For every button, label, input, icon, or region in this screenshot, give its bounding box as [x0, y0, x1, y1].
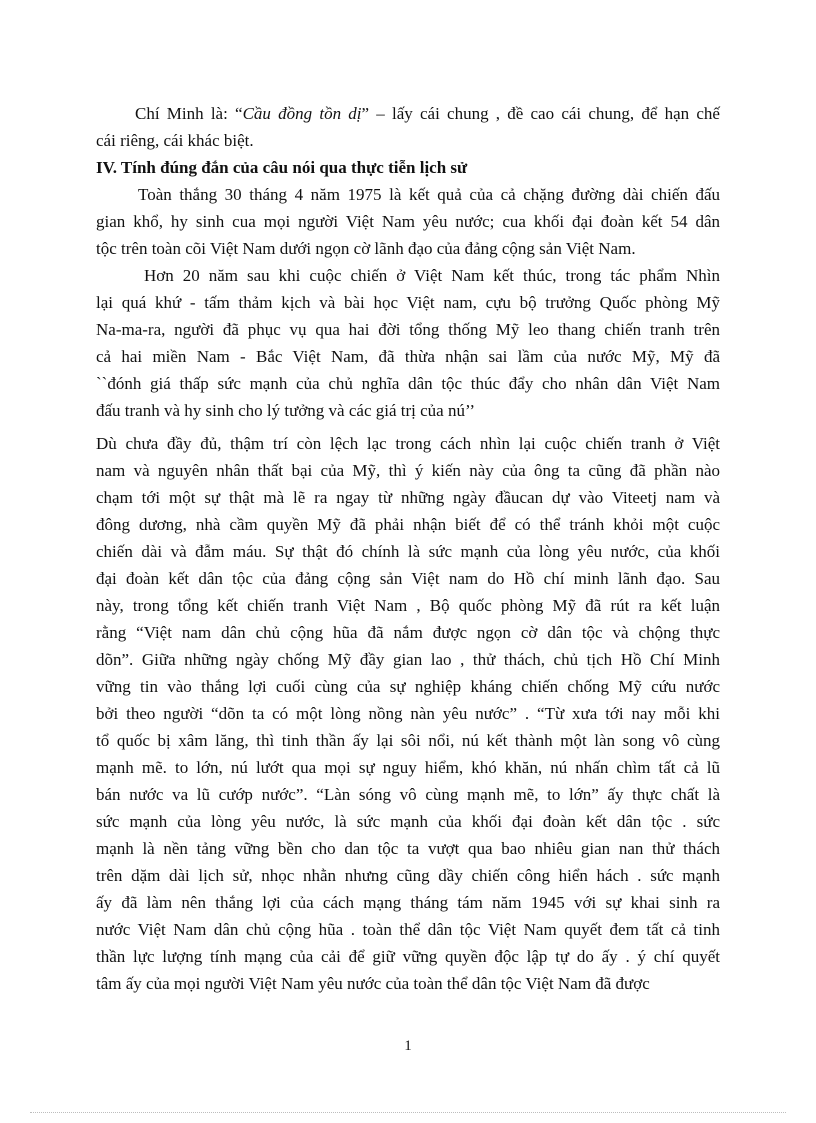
- page-number: 1: [404, 1038, 412, 1054]
- paragraph-3-line: vững tin vào thắng lợi cuối cùng của sự nghiệp kháng chiến chống Mỹ cứu nước: [96, 677, 720, 696]
- paragraph-2-line: Hơn 20 năm sau khi cuộc chiến ở Việt Nam kết thúc, trong tác phẩm Nhìn: [144, 266, 720, 285]
- paragraph-1-line: gian khổ, hy sinh cua mọi người Việt Nam yêu nước; cua khối đại đoàn kết 54 dân: [96, 212, 720, 231]
- paragraph-3-line: chiến dài và đẫm máu. Sự thật đó chính là sức mạnh của lòng yêu nước, của khối: [96, 542, 720, 561]
- intro-italic-quote: Cầu đồng tồn dị: [242, 104, 362, 123]
- paragraph-3-line: tâm ấy của mọi người Việt Nam yêu nước của toàn thể dân tộc Việt Nam đã được: [96, 974, 650, 993]
- paragraph-3-line: đông dương, nhà cầm quyền Mỹ đã phải nhận biết để có thể tránh khỏi một cuộc: [96, 515, 720, 534]
- paragraph-3-line: bởi theo người “dõn ta có một lòng nồng nàn yêu nước” . “Từ xưa tới nay mỗi khi: [96, 704, 720, 723]
- intro-text: Chí Minh là: “: [135, 104, 243, 123]
- paragraph-1-line: Toàn thắng 30 tháng 4 năm 1975 là kết quả của cả chặng đường dài chiến đấu: [138, 185, 720, 204]
- paragraph-3-line: nước Việt Nam dân chủ cộng hũa . toàn thể dân tộc Việt Nam quyết đem tất cả tinh: [96, 920, 720, 939]
- paragraph-3-line: đại đoàn kết dân tộc của đảng cộng sản Việt nam do Hồ chí minh lãnh đạo. Sau: [96, 569, 720, 588]
- footer-divider: [30, 1112, 786, 1113]
- paragraph-3-line: mạnh mẽ. to lớn, nú lướt qua mọi sự nguy hiểm, khó khăn, nú nhấn chìm tất cả lũ: [96, 758, 720, 777]
- paragraph-3-line: mạnh là nền tảng vững bền cho dan tộc ta vượt qua bao nhiêu gian nan thử thách: [96, 839, 720, 858]
- paragraph-3-line: dõn”. Giữa những ngày chống Mỹ đầy gian lao , thử thách, chủ tịch Hồ Chí Minh: [96, 650, 720, 669]
- paragraph-1-line: tộc trên toàn cõi Việt Nam dưới ngọn cờ lãnh đạo của đảng cộng sản Việt Nam.: [96, 239, 636, 258]
- paragraph-3-line: rằng “Việt nam dân chủ cộng hũa đã nắm được ngọn cờ dân tộc và chộng thực: [96, 623, 720, 642]
- paragraph-3-line: Dù chưa đầy đủ, thậm trí còn lệch lạc trong cách nhìn lại cuộc chiến tranh ở Việt: [96, 434, 720, 453]
- paragraph-3-line: bán nước va lũ cướp nước”. “Làn sóng vô cùng mạnh mẽ, to lớn” ấy thực chất là: [96, 785, 720, 804]
- section-heading: IV. Tính đúng đắn của câu nói qua thực tiễn lịch sử: [96, 158, 468, 177]
- paragraph-2-line: cả hai miền Nam - Bắc Việt Nam, đã thừa nhận sai lầm của nước Mỹ, Mỹ đã: [96, 347, 720, 366]
- paragraph-3-line: này, trong tổng kết chiến tranh Việt Nam , Bộ quốc phòng Mỹ đã rút ra kết luận: [96, 596, 720, 615]
- paragraph-3-line: sức mạnh của lòng yêu nước, là sức mạnh của khối đại đoàn kết dân tộc . sức: [96, 812, 720, 831]
- intro-text-suffix: ” – lấy cái chung , đề cao cái chung, để hạn chế: [361, 104, 720, 123]
- paragraph-2-line: đấu tranh và hy sinh cho lý tưởng và các giá trị của nú’’: [96, 401, 476, 420]
- intro-line-1: [135, 103, 720, 125]
- paragraph-2-line: ``đónh giá thấp sức mạnh của chủ nghĩa dân tộc thúc đẩy cho nhân dân Việt Nam: [96, 374, 720, 393]
- paragraph-3-line: nam và nguyên nhân thất bại của Mỹ, thì ý kiến này của ông ta cũng đã phần nào: [96, 461, 720, 480]
- paragraph-3-line: chạm tới một sự thật mà lẽ ra ngay từ những ngày đầucan dự vào Viteetj nam và: [96, 488, 720, 507]
- paragraph-3-line: ấy đã làm nên thắng lợi của cách mạng tháng tám năm 1945 với sự khai sinh ra: [96, 893, 720, 912]
- intro-line-2: cái riêng, cái khác biệt.: [96, 131, 254, 150]
- paragraph-3-line: tổ quốc bị xâm lăng, thì tinh thần ấy lại sôi nổi, nú kết thành một làn song vô cùng: [96, 731, 720, 750]
- paragraph-3-line: trên dặm dài lịch sử, nhọc nhằn nhưng cũng dầy chiến công hiển hách . sức mạnh: [96, 866, 720, 885]
- paragraph-2-line: Na-ma-ra, người đã phục vụ qua hai đời tổng thống Mỹ leo thang chiến tranh trên: [96, 320, 720, 339]
- paragraph-2-line: lại quá khứ - tấm thảm kịch và bài học Việt nam, cựu bộ trưởng Quốc phòng Mỹ: [96, 293, 720, 312]
- paragraph-3-line: thần lực lượng tính mạng của cải để giữ vững quyền độc lập tự do ấy . ý chí quyết: [96, 947, 720, 966]
